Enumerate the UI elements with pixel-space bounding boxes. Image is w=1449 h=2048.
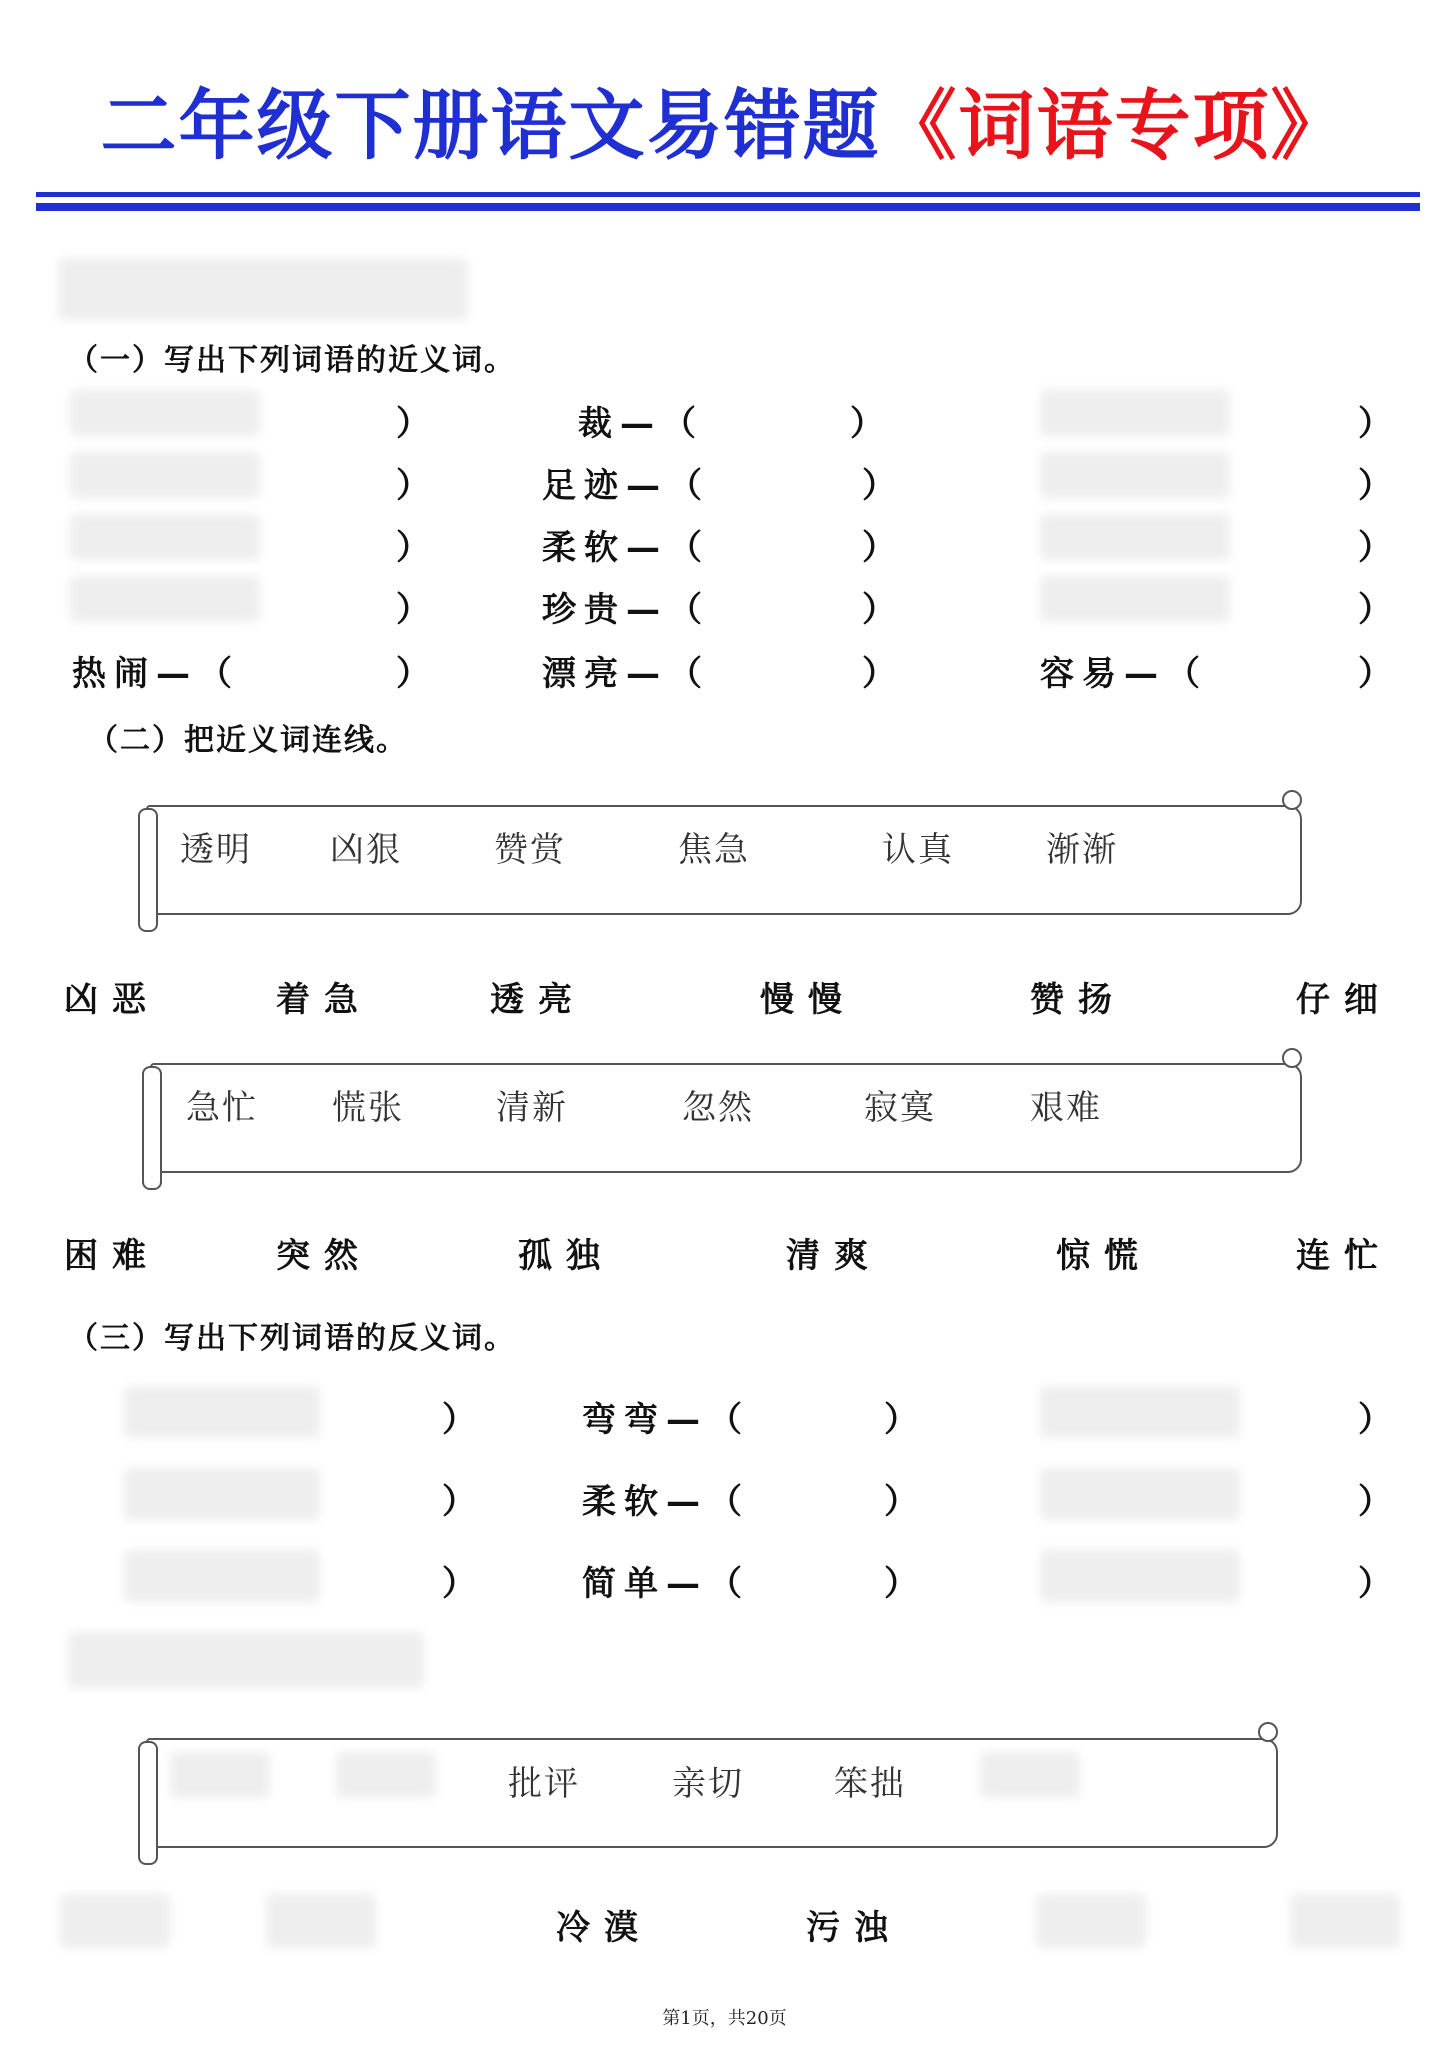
blurred-word — [60, 1894, 170, 1948]
scroll-word: 批评 — [508, 1764, 580, 1804]
match-word: 透亮 — [490, 980, 586, 1020]
paren-close: ） — [442, 1482, 476, 1522]
paren-close: ） — [1358, 654, 1392, 694]
blurred-word — [124, 1550, 320, 1602]
synonym-item: 容易—（ — [1040, 654, 1208, 694]
blurred-word — [266, 1894, 376, 1948]
blurred-word — [980, 1752, 1080, 1798]
title-rule-bottom — [36, 203, 1420, 211]
synonym-item: 柔软—（ — [542, 528, 710, 568]
section2-heading: （二）把近义词连线。 — [88, 723, 408, 758]
paren-close: ） — [1358, 1482, 1392, 1522]
paren-close: ） — [396, 404, 430, 444]
blurred-word — [1040, 514, 1230, 560]
synonym-item: 足迹—（ — [542, 466, 710, 506]
paren-close: ） — [850, 404, 884, 444]
scroll-word: 艰难 — [1030, 1088, 1102, 1128]
blurred-word — [1040, 1386, 1240, 1438]
title-main: 二年级下册语文易错题 — [100, 81, 881, 170]
scroll-roll-left — [138, 808, 158, 932]
match-word: 冷漠 — [556, 1908, 652, 1948]
scroll-word: 笨拙 — [834, 1764, 906, 1804]
synonym-item: 珍贵—（ — [542, 590, 710, 630]
paren-close: ） — [1358, 1564, 1392, 1604]
synonym-item: 漂亮—（ — [542, 654, 710, 694]
match-word: 仔细 — [1296, 980, 1392, 1020]
match-word: 凶恶 — [64, 980, 160, 1020]
scroll-word: 慌张 — [332, 1088, 404, 1128]
paren-close: ） — [1358, 528, 1392, 568]
blurred-word — [1040, 452, 1230, 498]
paren-close: ） — [396, 466, 430, 506]
paren-close: ） — [862, 654, 896, 694]
paren-close: ） — [884, 1482, 918, 1522]
blurred-word — [336, 1752, 436, 1798]
scroll-word: 忽然 — [682, 1088, 754, 1128]
blurred-word — [70, 576, 260, 622]
scroll-curl — [1282, 790, 1302, 810]
title-rule-top — [36, 192, 1420, 197]
blurred-word — [124, 1386, 320, 1438]
scroll-roll-left — [138, 1741, 158, 1865]
paren-close: ） — [862, 528, 896, 568]
match-word: 慢慢 — [760, 980, 856, 1020]
scroll-word: 渐渐 — [1046, 830, 1118, 870]
scroll-word: 凶狠 — [330, 830, 402, 870]
synonym-item: 裁—（ — [578, 404, 704, 444]
blurred-word — [1040, 390, 1230, 436]
paren-close: ） — [862, 466, 896, 506]
section3-heading: （三）写出下列词语的反义词。 — [68, 1321, 516, 1356]
scroll-word: 寂寞 — [864, 1088, 936, 1128]
antonym-item: 柔软—（ — [582, 1482, 750, 1522]
blurred-word — [70, 452, 260, 498]
paren-close: ） — [884, 1400, 918, 1440]
paren-close: ） — [884, 1564, 918, 1604]
match-word: 连忙 — [1296, 1236, 1392, 1276]
antonym-item: 弯弯—（ — [582, 1400, 750, 1440]
paren-close: ） — [1358, 404, 1392, 444]
match-word: 突然 — [276, 1236, 372, 1276]
blurred-area — [68, 1632, 424, 1688]
blurred-word — [1040, 1550, 1240, 1602]
blurred-word — [170, 1752, 270, 1798]
paren-close: ） — [1358, 466, 1392, 506]
paren-close: ） — [396, 654, 430, 694]
scroll-word: 焦急 — [678, 830, 750, 870]
blurred-word — [124, 1468, 320, 1520]
blurred-word — [1036, 1894, 1146, 1948]
scroll-curl — [1282, 1048, 1302, 1068]
scroll-word: 急忙 — [186, 1088, 258, 1128]
match-word: 着急 — [276, 980, 372, 1020]
paren-close: ） — [442, 1400, 476, 1440]
page-title — [0, 81, 1449, 170]
antonym-item: 简单—（ — [582, 1564, 750, 1604]
match-word: 赞扬 — [1030, 980, 1126, 1020]
blurred-word — [1290, 1894, 1400, 1948]
match-word: 孤独 — [518, 1236, 614, 1276]
scroll-curl — [1258, 1722, 1278, 1742]
section1-heading: （一）写出下列词语的近义词。 — [68, 343, 516, 378]
scroll-word: 清新 — [496, 1088, 568, 1128]
scroll-word: 亲切 — [672, 1764, 744, 1804]
match-word: 惊慌 — [1056, 1236, 1152, 1276]
synonym-item: 热闹—（ — [72, 654, 240, 694]
paren-close: ） — [862, 590, 896, 630]
blurred-area — [58, 258, 468, 320]
scroll-word: 认真 — [882, 830, 954, 870]
match-word: 困难 — [64, 1236, 160, 1276]
blurred-word — [70, 390, 260, 436]
paren-close: ） — [442, 1564, 476, 1604]
paren-close: ） — [396, 528, 430, 568]
blurred-word — [70, 514, 260, 560]
blurred-word — [1040, 576, 1230, 622]
paren-close: ） — [1358, 590, 1392, 630]
page-number: 第1页，共20页 — [662, 2008, 787, 2029]
match-word: 污浊 — [806, 1908, 902, 1948]
title-subject: 《词语专项》 — [880, 81, 1349, 170]
paren-close: ） — [396, 590, 430, 630]
match-word: 清爽 — [786, 1236, 882, 1276]
scroll-word: 透明 — [180, 830, 252, 870]
paren-close: ） — [1358, 1400, 1392, 1440]
scroll-word: 赞赏 — [494, 830, 566, 870]
scroll-roll-left — [142, 1066, 162, 1190]
blurred-word — [1040, 1468, 1240, 1520]
